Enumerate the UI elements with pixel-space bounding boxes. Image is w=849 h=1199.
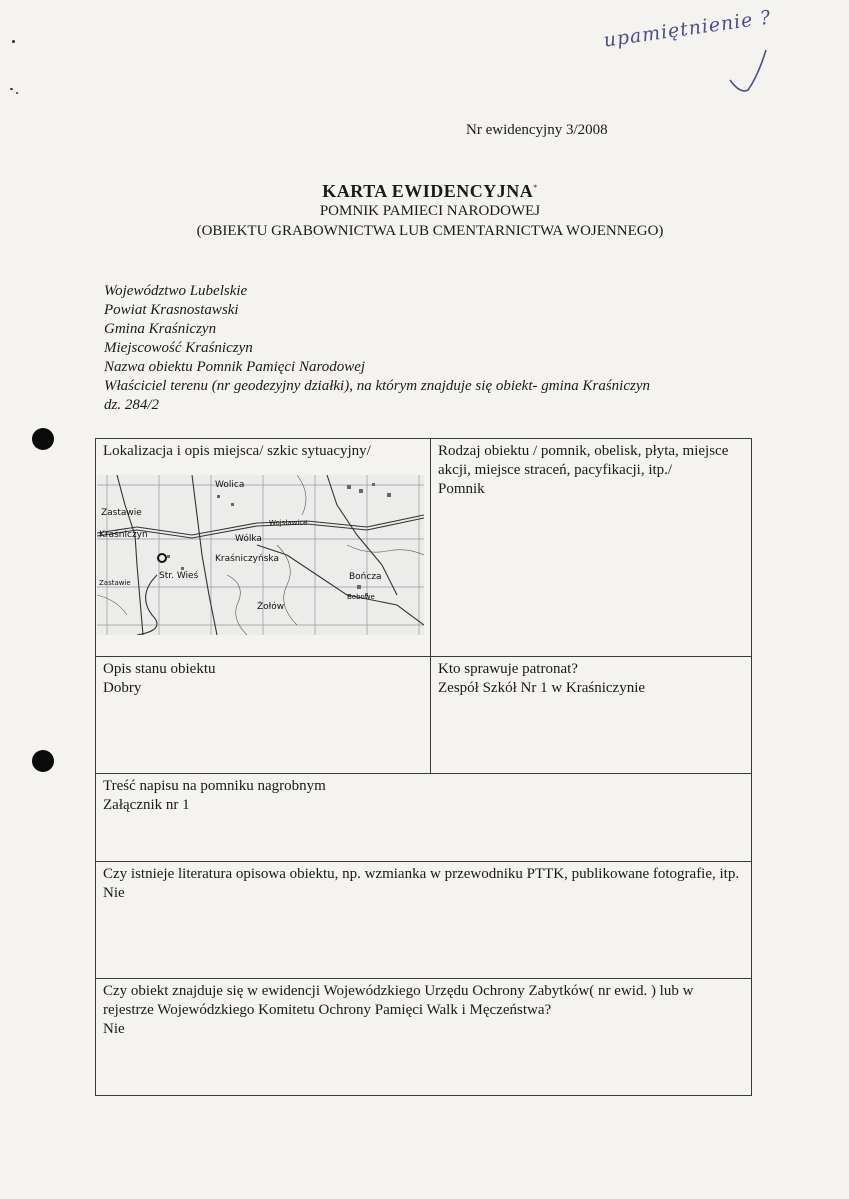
- location-metadata: [104, 282, 784, 415]
- type-label: Rodzaj obiektu / pomnik, obelisk, płyta, miejsce akcji, miejsce straceń, pacyfikacji, itp./: [438, 443, 729, 478]
- title-block: [90, 178, 770, 241]
- condition-label: Opis stanu obiektu: [103, 661, 216, 677]
- inscription-value: Załącznik nr 1: [103, 797, 190, 813]
- topographic-map-sketch: [97, 475, 424, 635]
- record-number: Nr ewidencyjny 3/2008: [466, 122, 608, 138]
- type-cell: [431, 439, 752, 657]
- scan-speck: [16, 92, 18, 94]
- location-label: Lokalizacja i opis miejsca/ szkic sytuacyjny/: [103, 443, 371, 459]
- land-owner: Właściciel terenu (nr geodezyjny działki), na którym znajduje się obiekt- gmina Kraśniczyn: [104, 378, 650, 394]
- handwritten-check-icon: [728, 40, 768, 96]
- object-name: Nazwa obiektu Pomnik Pamięci Narodowej: [104, 359, 366, 375]
- inscription-label: Treść napisu na pomniku nagrobnym: [103, 778, 326, 794]
- page-title: KARTA EWIDENCYJNA*: [322, 181, 538, 201]
- subtitle-line-1: POMNIK PAMIECI NARODOWEJ: [319, 203, 541, 219]
- record-form-table: [95, 438, 752, 1096]
- registry-value: Nie: [103, 1021, 125, 1037]
- map-label: Zastawie: [99, 579, 131, 587]
- scan-speck: [12, 40, 15, 43]
- literature-label: Czy istnieje literatura opisowa obiektu, np. wzmianka w przewodniku PTTK, publikowane fotografie, itp.: [103, 866, 740, 882]
- map-label: Wólka: [235, 534, 262, 544]
- type-value: Pomnik: [438, 481, 485, 497]
- county: Powiat Krasnostawski: [104, 302, 239, 318]
- map-label: Bobowe: [347, 593, 375, 601]
- punch-hole: [32, 428, 54, 450]
- voivodeship: Województwo Lubelskie: [104, 283, 248, 299]
- map-label: Kraśniczyńska: [215, 554, 279, 564]
- map-label: Kraśniczyn: [99, 530, 148, 540]
- map-label: Zastawie: [101, 508, 142, 518]
- condition-cell: [96, 657, 431, 774]
- literature-value: Nie: [103, 885, 125, 901]
- map-label: Bończa: [349, 572, 382, 582]
- handwritten-note: upamiętnienie ?: [602, 6, 773, 52]
- registry-label: Czy obiekt znajduje się w ewidencji Wojewódzkiego Urzędu Ochrony Zabytków( nr ewid. ) lub w rejestrze Wojewódzkiego Komitetu Ochrony Pamięci Walk i Męczeństwa?: [103, 983, 694, 1018]
- patron-value: Zespół Szkół Nr 1 w Kraśniczynie: [438, 680, 646, 696]
- map-label: Żołów: [257, 602, 285, 612]
- registry-cell: [96, 979, 752, 1096]
- title-footnote-mark: *: [533, 183, 538, 192]
- patron-label: Kto sprawuje patronat?: [438, 661, 578, 677]
- literature-cell: [96, 862, 752, 979]
- subtitle-line-2: (OBIEKTU GRABOWNICTWA LUB CMENTARNICTWA WOJENNEGO): [196, 223, 664, 239]
- scan-speck: [10, 88, 13, 90]
- patron-cell: [431, 657, 752, 774]
- map-label: Wojsławice: [269, 519, 308, 527]
- map-label: Str. Wieś: [159, 571, 199, 581]
- condition-value: Dobry: [103, 680, 142, 696]
- plot-number: dz. 284/2: [104, 397, 160, 413]
- punch-hole: [32, 750, 54, 772]
- situational-map: [97, 475, 424, 635]
- map-label: Wolica: [215, 480, 245, 490]
- commune: Gmina Kraśniczyn: [104, 321, 217, 337]
- locality: Miejscowość Kraśniczyn: [104, 340, 253, 356]
- inscription-cell: [96, 774, 752, 862]
- location-cell: [96, 439, 431, 657]
